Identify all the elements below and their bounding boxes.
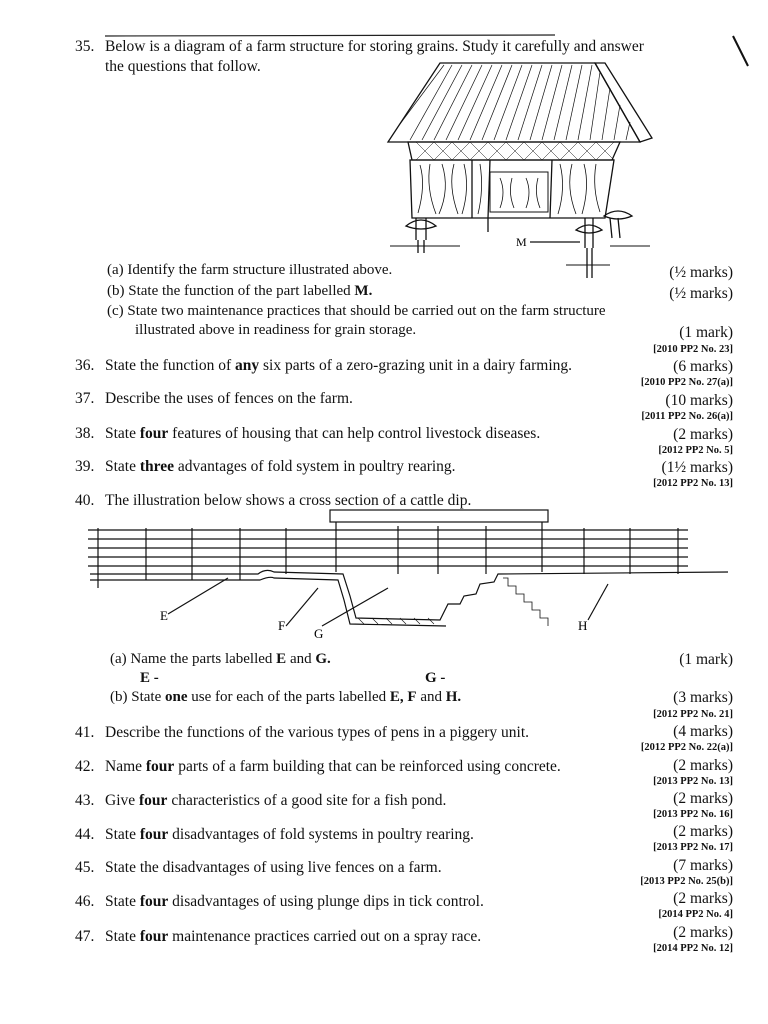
- subquestion-a: (a) Name the parts labelled E and G.: [110, 651, 331, 667]
- marks: (1 mark): [679, 324, 733, 341]
- subquestion-c: (c) State two maintenance practices that should be carried out on the farm structure: [107, 303, 606, 319]
- exam-reference: [2012 PP2 No. 22(a)]: [640, 742, 733, 753]
- subquestion-b: (b) State one use for each of the parts labelled E, F and H.: [110, 689, 462, 705]
- marks: (10 marks): [665, 392, 733, 409]
- exam-reference: [2013 PP2 No. 13]: [653, 776, 733, 787]
- question-number: 37.: [75, 390, 95, 407]
- marks: (½ marks): [669, 285, 733, 302]
- label-f: F: [278, 618, 286, 633]
- exam-reference: [2011 PP2 No. 26(a)]: [641, 411, 733, 422]
- marks: (2 marks): [673, 924, 733, 941]
- question-number: 38.: [75, 425, 95, 442]
- exam-reference: [2013 PP2 No. 25(b)]: [640, 876, 733, 887]
- exam-reference: [2012 PP2 No. 21]: [653, 709, 733, 720]
- question-number: 35.: [75, 38, 95, 55]
- question-number: 44.: [75, 826, 95, 843]
- marks: (2 marks): [673, 426, 733, 443]
- cattle-dip-diagram: [88, 508, 728, 643]
- granary-diagram: [380, 60, 680, 285]
- question-text: Name four parts of a farm building that can be reinforced using concrete.: [105, 758, 561, 775]
- marks: (6 marks): [673, 358, 733, 375]
- marks: (2 marks): [673, 790, 733, 807]
- question-text: State three advantages of fold system in poultry rearing.: [105, 458, 456, 475]
- label-m: M: [516, 235, 527, 249]
- question-number: 42.: [75, 758, 95, 775]
- exam-reference: [2013 PP2 No. 17]: [653, 842, 733, 853]
- exam-reference: [2010 PP2 No. 23]: [653, 344, 733, 355]
- exam-reference: [2014 PP2 No. 12]: [653, 943, 733, 954]
- answer-g: G -: [425, 670, 446, 686]
- question-text: State the function of any six parts of a zero-grazing unit in a dairy farming.: [105, 357, 573, 374]
- subquestion-c-cont: illustrated above in readiness for grain storage.: [135, 322, 417, 338]
- question-text: State four maintenance practices carried out on a spray race.: [105, 928, 482, 945]
- marks: (1 mark): [679, 651, 733, 668]
- question-text: State the disadvantages of using live fences on a farm.: [105, 859, 442, 876]
- exam-reference: [2010 PP2 No. 27(a)]: [640, 377, 733, 388]
- question-text: Describe the uses of fences on the farm.: [105, 390, 353, 407]
- subquestion-b: (b) State the function of the part labelled M.: [107, 283, 373, 299]
- question-number: 36.: [75, 357, 95, 374]
- marks: (7 marks): [673, 857, 733, 874]
- question-text: the questions that follow.: [105, 58, 261, 75]
- marks: (1½ marks): [661, 459, 733, 476]
- question-text: The illustration below shows a cross section of a cattle dip.: [105, 492, 472, 509]
- marks: (4 marks): [673, 723, 733, 740]
- exam-reference: [2012 PP2 No. 5]: [658, 445, 733, 456]
- question-number: 43.: [75, 792, 95, 809]
- exam-reference: [2012 PP2 No. 13]: [653, 478, 733, 489]
- question-text: State four disadvantages of fold systems in poultry rearing.: [105, 826, 474, 843]
- exam-reference: [2014 PP2 No. 4]: [658, 909, 733, 920]
- label-e: E: [160, 608, 168, 623]
- question-number: 45.: [75, 859, 95, 876]
- question-number: 40.: [75, 492, 95, 509]
- exam-reference: [2013 PP2 No. 16]: [653, 809, 733, 820]
- question-text: Give four characteristics of a good site for a fish pond.: [105, 792, 447, 809]
- answer-e: E -: [140, 670, 159, 686]
- marks: (½ marks): [669, 264, 733, 281]
- marks: (2 marks): [673, 890, 733, 907]
- question-number: 41.: [75, 724, 95, 741]
- marks: (2 marks): [673, 757, 733, 774]
- question-text: Describe the functions of the various types of pens in a piggery unit.: [105, 724, 529, 741]
- label-h: H: [578, 618, 588, 633]
- question-number: 47.: [75, 928, 95, 945]
- question-text: Below is a diagram of a farm structure for storing grains. Study it carefully and answer: [105, 38, 644, 55]
- marks: (3 marks): [673, 689, 733, 706]
- question-text: State four features of housing that can help control livestock diseases.: [105, 425, 541, 442]
- question-number: 39.: [75, 458, 95, 475]
- label-g: G: [314, 626, 324, 641]
- subquestion-a: (a) Identify the farm structure illustrated above.: [107, 262, 393, 278]
- marks: (2 marks): [673, 823, 733, 840]
- question-number: 46.: [75, 893, 95, 910]
- question-text: State four disadvantages of using plunge dips in tick control.: [105, 893, 484, 910]
